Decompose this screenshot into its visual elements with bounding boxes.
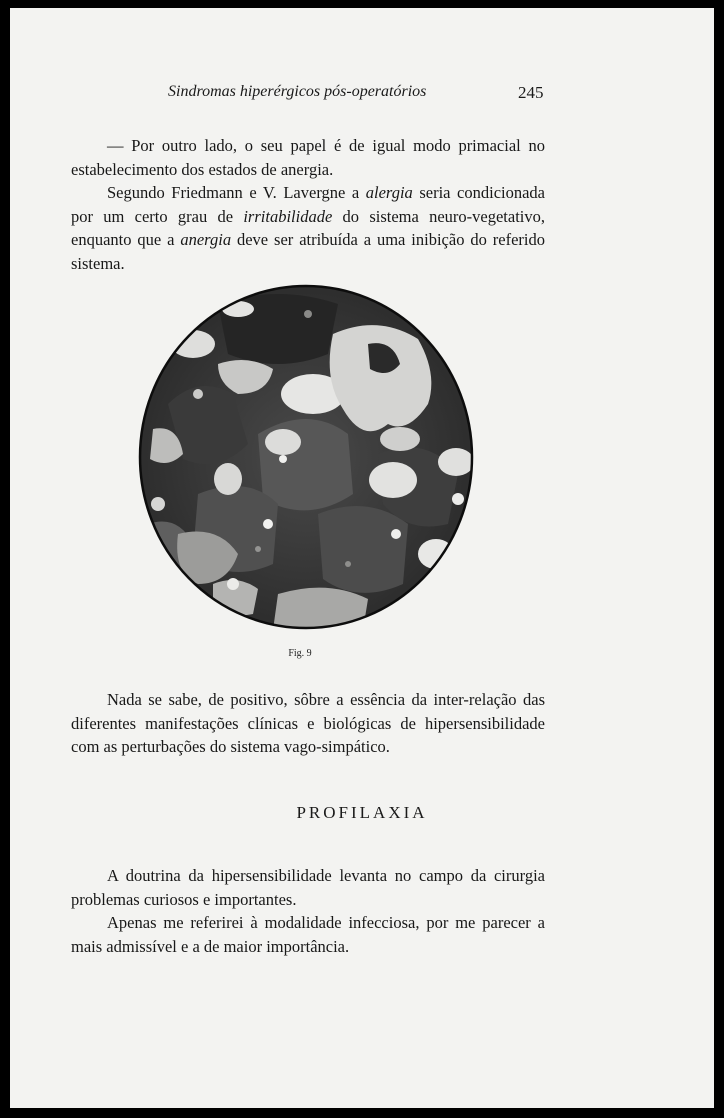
paragraph-1: — Por outro lado, o seu papel é de igual modo primacial no estabelecimento dos estados de anergia.: [71, 136, 545, 179]
paragraph-3: Nada se sabe, de positivo, sôbre a essência da inter-relação das diferentes manifestações clínicas e biológicas de hipersensibilidade com as perturbações do sistema vago-simpático.: [71, 690, 545, 756]
text-block-top: [71, 134, 545, 275]
micrograph-image: [138, 284, 474, 630]
term-irritabilidade: irritabilidade: [243, 206, 333, 226]
paragraph-2-part-1: Segundo Friedmann e V. Lavergne a: [107, 183, 366, 202]
paragraph-2-part-2: seria condicionada por um certo grau de: [71, 183, 546, 226]
text-block-bottom: [71, 864, 545, 958]
paragraph-2-part-4: deve ser atribuída a uma inibição do referido sistema.: [71, 230, 545, 273]
figure-caption: Fig. 9: [288, 648, 312, 659]
paragraph-2: [71, 181, 545, 275]
section-title: PROFILAXIA: [296, 803, 428, 822]
term-alergia: alergia: [365, 183, 413, 202]
running-title: Sindromas hiperérgicos pós-operatórios: [168, 83, 427, 100]
document-page: [10, 8, 714, 1108]
page-number: 245: [518, 83, 544, 102]
paragraph-2-part-3: do sistema neuro-vegetativo, enquanto que a: [71, 206, 546, 249]
page-header: [10, 83, 714, 113]
paragraph-5: Apenas me referirei à modalidade infecciosa, por me parecer a mais admissível e a de maior importância.: [71, 913, 545, 956]
term-anergia: anergia: [180, 230, 232, 249]
paragraph-4: A doutrina da hipersensibilidade levanta no campo da cirurgia problemas curiosos e importantes.: [71, 866, 545, 909]
text-block-middle: [71, 688, 545, 759]
